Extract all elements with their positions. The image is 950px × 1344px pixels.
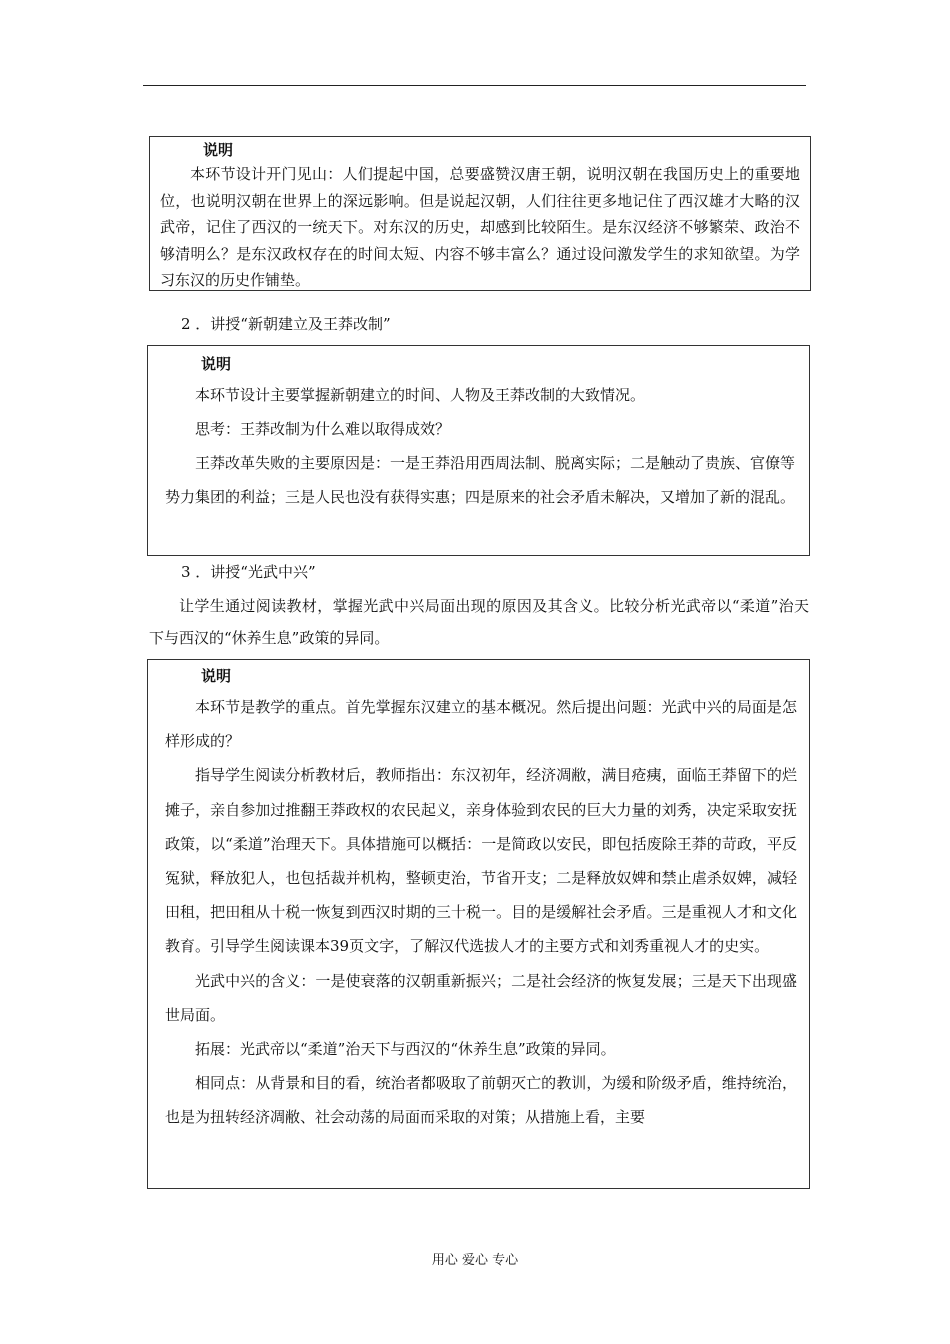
note-box-1 — [149, 136, 811, 291]
note-paragraph: 本环节设计主要掌握新朝建立的时间、人物及王莽改制的大致情况。 — [195, 386, 646, 404]
note-paragraph: 光武中兴的含义：一是使衰落的汉朝重新振兴；二是社会经济的恢复发展；三是天下出现盛世局面。 — [165, 971, 797, 1024]
note-title: 说明 — [201, 667, 232, 685]
section-heading-3: 3 ．讲授“光武中兴” — [181, 563, 316, 581]
section-heading-2: 2 ．讲授“新朝建立及王莽改制” — [181, 315, 391, 333]
section-3-intro: 让学生通过阅读教材，掌握光武中兴局面出现的原因及其含义。比较分析光武帝以“柔道”治天下与西汉的“休养生息”政策的异同。 — [149, 597, 809, 647]
note-paragraph: 王莽改革失败的主要原因是：一是王莽沿用西周法制、脱离实际；二是触动了贵族、官僚等势力集团的利益；三是人民也没有获得实惠；四是原来的社会矛盾未解决，又增加了新的混乱。 — [165, 454, 796, 506]
header-rule — [143, 85, 806, 86]
note-box-2 — [147, 345, 810, 556]
page-footer: 用心 爱心 专心 — [431, 1253, 519, 1268]
note-paragraph: 相同点：从背景和目的看，统治者都吸取了前朝灭亡的教训，为缓和阶级矛盾，维持统治，也是为扭转经济凋敝、社会动荡的局面而采取的对策；从措施上看，主要 — [165, 1074, 797, 1127]
note-paragraph: 本环节设计开门见山：人们提起中国，总要盛赞汉唐王朝，说明汉朝在我国历史上的重要地位，也说明汉朝在世界上的深远影响。但是说起汉朝，人们往往更多地记住了西汉雄才大略的汉武帝，记住了西汉的一统天下。对东汉的历史，却感到比较陌生。是东汉经济不够繁荣、政治不够清明么？是东汉政权存在的时间太短、内容不够丰富么？通过设问激发学生的求知欲望。为学习东汉的历史作铺垫。 — [160, 165, 800, 289]
note-paragraph: 指导学生阅读分析教材后，教师指出：东汉初年，经济凋敝，满目疮痍，面临王莽留下的烂摊子，亲自参加过推翻王莽政权的农民起义，亲身体验到农民的巨大力量的刘秀，决定采取安抚政策，以“柔道”治理天下。具体措施可以概括：一是简政以安民，即包括废除王莽的苛政，平反冤狱，释放犯人，也包括裁并机构，整顿吏治，节省开支；二是释放奴婢和禁止虐杀奴婢，减轻田租，把田租从十税一恢复到西汉时期的三十税一。目的是缓解社会矛盾。三是重视人才和文化教育。引导学生阅读课本39页文字，了解汉代选拔人才的主要方式和刘秀重视人才的史实。 — [165, 766, 797, 956]
note-paragraph: 拓展：光武帝以“柔道”治天下与西汉的“休养生息”政策的异同。 — [195, 1040, 616, 1059]
note-box-3 — [147, 659, 810, 1189]
note-title: 说明 — [201, 355, 232, 373]
note-title: 说明 — [203, 141, 234, 159]
note-paragraph: 本环节是教学的重点。首先掌握东汉建立的基本概况。然后提出问题：光武中兴的局面是怎样形成的？ — [165, 698, 797, 751]
note-paragraph: 思考：王莽改制为什么难以取得成效？ — [195, 420, 451, 438]
